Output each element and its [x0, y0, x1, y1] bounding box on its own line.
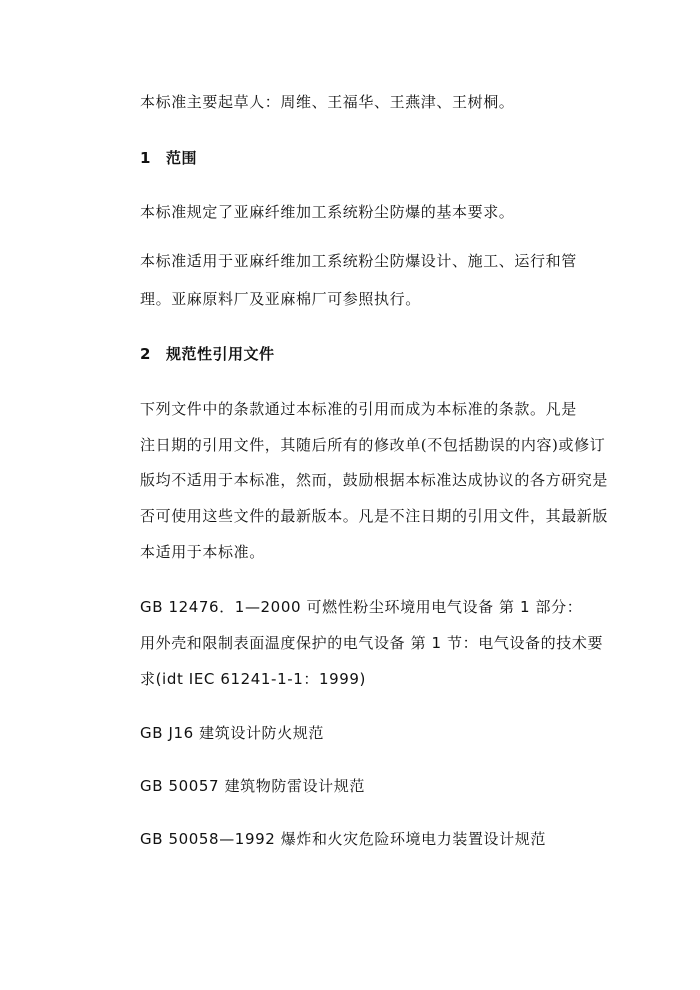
refs-paragraph-line-5: 本适用于本标准。	[140, 543, 265, 561]
reference-gb50057: GB 50057 建筑物防雷设计规范	[140, 777, 365, 795]
refs-paragraph-line-2: 注日期的引用文件，其随后所有的修改单(不包括勘误的内容)或修订	[140, 436, 606, 454]
refs-paragraph-line-1: 下列文件中的条款通过本标准的引用而成为本标准的条款。凡是	[140, 400, 577, 418]
scope-paragraph-2-line-2: 理。亚麻原料厂及亚麻棉厂可参照执行。	[140, 290, 421, 308]
reference-gbj16: GB J16 建筑设计防火规范	[140, 724, 324, 742]
section-2-heading	[140, 343, 275, 365]
refs-paragraph-line-3: 版均不适用于本标准，然而，鼓励根据本标准达成协议的各方研究是	[140, 471, 609, 489]
section-1-title: 范围	[166, 149, 198, 167]
section-1-number: 1	[140, 149, 151, 167]
section-2-number: 2	[140, 345, 151, 363]
scope-paragraph-1-line-1: 本标准规定了亚麻纤维加工系统粉尘防爆的基本要求。	[140, 203, 515, 221]
scope-paragraph-2-line-1: 本标准适用于亚麻纤维加工系统粉尘防爆设计、施工、运行和管	[140, 252, 577, 270]
drafters-line: 本标准主要起草人：周维、王福华、王燕津、王树桐。	[140, 93, 515, 111]
reference-gb50058: GB 50058—1992 爆炸和火灾危险环境电力装置设计规范	[140, 830, 546, 848]
reference-gb12476-line-3: 求(idt IEC 61241-1-1：1999)	[140, 670, 366, 688]
refs-paragraph-line-4: 否可使用这些文件的最新版本。凡是不注日期的引用文件，其最新版	[140, 507, 609, 525]
reference-gb12476-line-2: 用外壳和限制表面温度保护的电气设备 第 1 节：电气设备的技术要	[140, 634, 604, 652]
reference-gb12476-line-1: GB 12476．1—2000 可燃性粉尘环境用电气设备 第 1 部分：	[140, 598, 583, 616]
section-1-heading	[140, 147, 197, 169]
section-2-title: 规范性引用文件	[166, 345, 275, 363]
